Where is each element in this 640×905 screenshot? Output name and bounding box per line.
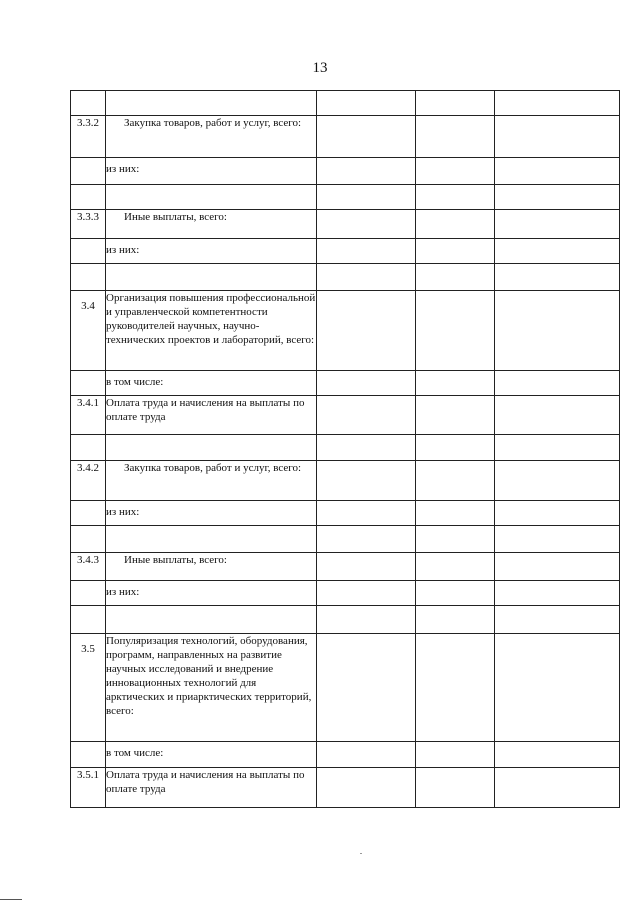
row-number-cell: 3.3.2 bbox=[71, 116, 106, 158]
value-cell bbox=[416, 553, 495, 581]
row-number-cell bbox=[71, 526, 106, 553]
row-description-cell: Закупка товаров, работ и услуг, всего: bbox=[106, 116, 317, 158]
value-cell bbox=[416, 461, 495, 501]
row-description-cell: в том числе: bbox=[106, 742, 317, 768]
value-cell bbox=[495, 526, 620, 553]
value-cell bbox=[416, 634, 495, 742]
value-cell bbox=[416, 501, 495, 526]
row-description-cell: Иные выплаты, всего: bbox=[106, 553, 317, 581]
table-row bbox=[71, 768, 620, 808]
row-number-cell bbox=[71, 742, 106, 768]
value-cell bbox=[495, 581, 620, 606]
value-cell bbox=[317, 742, 416, 768]
value-cell bbox=[317, 116, 416, 158]
row-description-cell: из них: bbox=[106, 581, 317, 606]
row-number-cell: 3.5 bbox=[71, 634, 106, 742]
table-row bbox=[71, 210, 620, 239]
scan-artifact-dot bbox=[360, 853, 362, 854]
table-row bbox=[71, 435, 620, 461]
row-number-cell bbox=[71, 581, 106, 606]
table-row bbox=[71, 264, 620, 291]
value-cell bbox=[495, 371, 620, 396]
value-cell bbox=[317, 210, 416, 239]
row-description-cell bbox=[106, 264, 317, 291]
value-cell bbox=[416, 158, 495, 185]
value-cell bbox=[416, 210, 495, 239]
value-cell bbox=[495, 435, 620, 461]
row-number-cell bbox=[71, 501, 106, 526]
value-cell bbox=[495, 501, 620, 526]
value-cell bbox=[495, 768, 620, 808]
table-row bbox=[71, 91, 620, 116]
value-cell bbox=[416, 116, 495, 158]
value-cell bbox=[317, 526, 416, 553]
value-cell bbox=[495, 396, 620, 435]
table-row bbox=[71, 634, 620, 742]
value-cell bbox=[416, 291, 495, 371]
value-cell bbox=[416, 435, 495, 461]
value-cell bbox=[495, 116, 620, 158]
row-number-cell: 3.4.3 bbox=[71, 553, 106, 581]
table-row bbox=[71, 581, 620, 606]
row-number-cell bbox=[71, 435, 106, 461]
value-cell bbox=[416, 581, 495, 606]
row-description-cell bbox=[106, 526, 317, 553]
table-row bbox=[71, 239, 620, 264]
row-description-cell: из них: bbox=[106, 239, 317, 264]
value-cell bbox=[416, 371, 495, 396]
value-cell bbox=[317, 158, 416, 185]
row-description-cell bbox=[106, 606, 317, 634]
value-cell bbox=[416, 768, 495, 808]
row-number-cell bbox=[71, 185, 106, 210]
table-row bbox=[71, 606, 620, 634]
row-number-cell bbox=[71, 158, 106, 185]
value-cell bbox=[416, 185, 495, 210]
value-cell bbox=[317, 185, 416, 210]
table-row bbox=[71, 396, 620, 435]
row-number-cell bbox=[71, 91, 106, 116]
row-number-cell: 3.4.2 bbox=[71, 461, 106, 501]
page-number: 13 bbox=[312, 60, 328, 76]
scan-artifact-line bbox=[0, 899, 22, 900]
table-row bbox=[71, 742, 620, 768]
budget-table bbox=[70, 90, 620, 808]
value-cell bbox=[416, 396, 495, 435]
row-number-cell: 3.5.1 bbox=[71, 768, 106, 808]
table-row bbox=[71, 291, 620, 371]
value-cell bbox=[317, 91, 416, 116]
table-row bbox=[71, 526, 620, 553]
value-cell bbox=[317, 606, 416, 634]
table-row bbox=[71, 185, 620, 210]
value-cell bbox=[317, 396, 416, 435]
value-cell bbox=[495, 634, 620, 742]
value-cell bbox=[495, 158, 620, 185]
row-number-cell bbox=[71, 239, 106, 264]
value-cell bbox=[495, 210, 620, 239]
row-description-cell bbox=[106, 185, 317, 210]
value-cell bbox=[495, 553, 620, 581]
value-cell bbox=[317, 553, 416, 581]
table-row bbox=[71, 371, 620, 396]
row-description-cell: Популяризация технологий, оборудования, программ, направленных на развитие научных исследований и внедрение инновационных технологий для арктических и приарктических территорий, всего: bbox=[106, 634, 317, 742]
value-cell bbox=[416, 91, 495, 116]
value-cell bbox=[317, 768, 416, 808]
row-description-cell: из них: bbox=[106, 158, 317, 185]
row-number-cell bbox=[71, 606, 106, 634]
table-row bbox=[71, 501, 620, 526]
value-cell bbox=[495, 185, 620, 210]
value-cell bbox=[416, 742, 495, 768]
value-cell bbox=[317, 435, 416, 461]
value-cell bbox=[317, 239, 416, 264]
value-cell bbox=[317, 371, 416, 396]
value-cell bbox=[416, 526, 495, 553]
value-cell bbox=[495, 606, 620, 634]
value-cell bbox=[416, 239, 495, 264]
row-description-cell: Закупка товаров, работ и услуг, всего: bbox=[106, 461, 317, 501]
value-cell bbox=[495, 239, 620, 264]
row-description-cell: Иные выплаты, всего: bbox=[106, 210, 317, 239]
value-cell bbox=[416, 606, 495, 634]
row-number-cell: 3.4 bbox=[71, 291, 106, 371]
value-cell bbox=[317, 634, 416, 742]
row-description-cell: из них: bbox=[106, 501, 317, 526]
row-number-cell: 3.3.3 bbox=[71, 210, 106, 239]
value-cell bbox=[495, 291, 620, 371]
value-cell bbox=[416, 264, 495, 291]
row-description-cell: Организация повышения профессиональной и управленческой компетентности руководителей научных, научно-технических проектов и лабораторий, всего: bbox=[106, 291, 317, 371]
row-description-cell: Оплата труда и начисления на выплаты по оплате труда bbox=[106, 768, 317, 808]
table-row bbox=[71, 461, 620, 501]
value-cell bbox=[317, 501, 416, 526]
row-description-cell: в том числе: bbox=[106, 371, 317, 396]
row-description-cell bbox=[106, 91, 317, 116]
value-cell bbox=[495, 264, 620, 291]
row-description-cell bbox=[106, 435, 317, 461]
table-row bbox=[71, 553, 620, 581]
table-row bbox=[71, 116, 620, 158]
value-cell bbox=[317, 264, 416, 291]
value-cell bbox=[317, 581, 416, 606]
row-number-cell: 3.4.1 bbox=[71, 396, 106, 435]
row-description-cell: Оплата труда и начисления на выплаты по оплате труда bbox=[106, 396, 317, 435]
row-number-cell bbox=[71, 371, 106, 396]
table-row bbox=[71, 158, 620, 185]
value-cell bbox=[317, 461, 416, 501]
value-cell bbox=[317, 291, 416, 371]
row-number-cell bbox=[71, 264, 106, 291]
value-cell bbox=[495, 91, 620, 116]
value-cell bbox=[495, 742, 620, 768]
value-cell bbox=[495, 461, 620, 501]
